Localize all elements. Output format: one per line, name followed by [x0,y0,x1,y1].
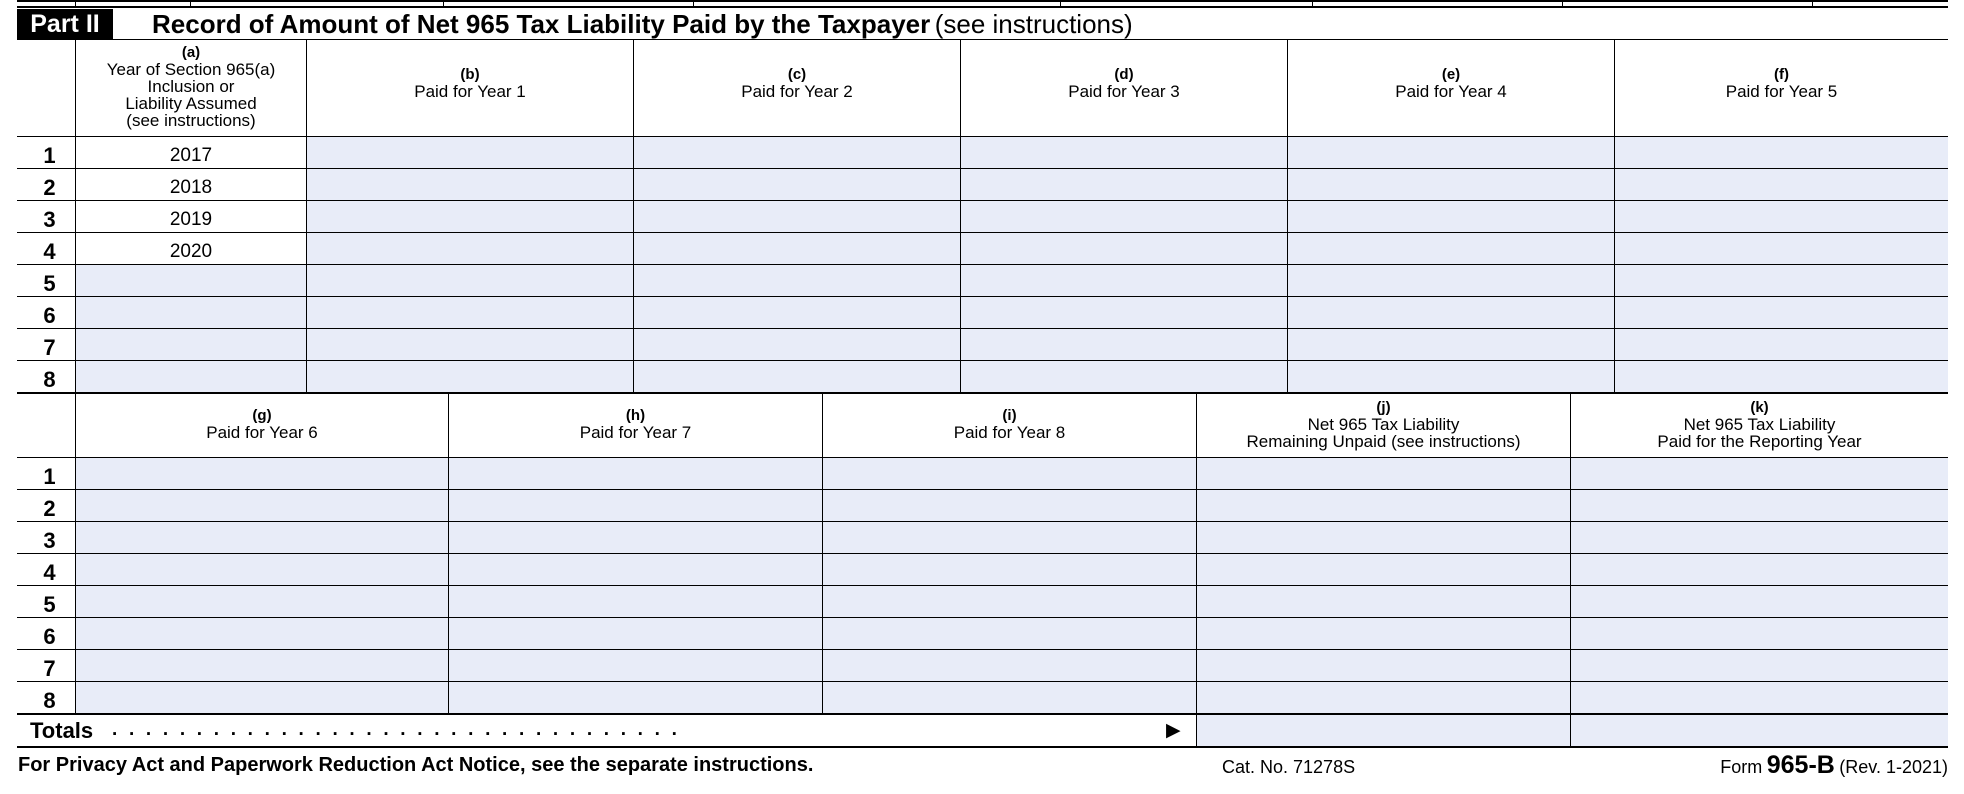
column-h-label: Paid for Year 7 [579,423,692,442]
column-letter: (a) [181,44,201,61]
row-rule [17,617,1948,618]
column-d-label: Paid for Year 3 [1068,82,1180,101]
column-c-header [634,66,960,100]
column-letter: (g) [252,407,272,424]
column-rule [633,39,634,393]
column-g-header [76,407,448,441]
totals-leader-dots: . . . . . . . . . . . . . . . . . . . . . . . . . . . . . . . . . . [112,719,681,740]
row-number: 3 [43,528,56,553]
column-e-header [1288,66,1614,100]
column-i-header [823,407,1196,441]
column-a-header [76,44,306,129]
form-revision: (Rev. 1-2021) [1839,757,1948,777]
top-tick [1562,0,1563,6]
part-title: Record of Amount of Net 965 Tax Liability Paid by the Taxpayer [152,9,931,39]
column-letter: (k) [1750,399,1769,416]
row-number: 6 [43,303,56,328]
column-h-header [449,407,822,441]
top-tick [1812,0,1813,6]
top-tick [75,0,76,6]
row-rule [17,457,1948,458]
part-badge: Part II [17,9,113,39]
totals-label: Totals [30,718,94,743]
row-number: 1 [43,464,56,489]
column-a-line: (see instructions) [126,111,256,130]
column-k-line: Paid for the Reporting Year [1657,432,1862,451]
column-a-line: Liability Assumed [125,94,257,113]
row-rule [17,489,1948,490]
part-title-block [152,9,1133,39]
top-tick [1060,0,1061,6]
column-e-label: Paid for Year 4 [1395,82,1507,101]
top-tick [190,0,191,6]
column-rule [1287,39,1288,393]
column-i-label: Paid for Year 8 [953,423,1066,442]
top-edge-line [17,0,1948,2]
row-rule [17,585,1948,586]
row-rule [17,553,1948,554]
row-number: 5 [43,592,56,617]
column-rule [75,39,76,393]
row-number: 7 [43,335,56,360]
column-j-header [1197,399,1570,450]
row-number: 3 [43,207,56,232]
form-number: 965-B [1766,751,1835,779]
column-rule [960,39,961,393]
column-j-line: Remaining Unpaid (see instructions) [1246,432,1521,451]
column-letter: (e) [1441,66,1461,83]
totals-k-input[interactable] [1571,715,1948,746]
column-d-header [961,66,1287,100]
column-letter: (c) [787,66,807,83]
row-number: 4 [43,239,56,264]
column-a-line: Year of Section 965(a) [106,60,276,79]
column-rule [306,39,307,393]
column-letter: (h) [625,407,646,424]
column-rule [822,394,823,714]
row-rule [17,681,1948,682]
row-number: 7 [43,656,56,681]
row-number: 8 [43,367,56,392]
column-f-label: Paid for Year 5 [1725,82,1838,101]
column-b-header [307,66,633,100]
column-rule [1196,394,1197,746]
row-number: 2 [43,496,56,521]
form-id [1720,751,1948,783]
totals-arrow-icon: ▶ [1166,720,1181,741]
column-a-line: Inclusion or [147,77,235,96]
row-number: 6 [43,624,56,649]
column-letter: (b) [460,66,480,83]
row-number: 8 [43,688,56,713]
top-tick [1312,0,1313,6]
column-f-header [1615,66,1948,100]
column-c-label: Paid for Year 2 [741,82,853,101]
year-value: 2018 [169,177,213,198]
top-tick [443,0,444,6]
row-rule [17,521,1948,522]
column-j-line: Net 965 Tax Liability [1307,415,1460,434]
top-rule [17,6,1948,8]
row-number: 2 [43,175,56,200]
column-rule [75,394,76,714]
part-subtitle: (see instructions) [934,9,1133,39]
row-number: 1 [43,143,56,168]
year-value: 2019 [169,209,213,230]
year-value: 2017 [169,145,213,166]
privacy-notice: For Privacy Act and Paperwork Reduction Act Notice, see the separate instructions. [18,754,814,776]
row-number: 5 [43,271,56,296]
form-prefix: Form [1720,757,1763,777]
column-letter: (f) [1774,66,1789,83]
column-g-label: Paid for Year 6 [206,423,318,442]
column-letter: (i) [1002,407,1017,424]
column-rule [1614,39,1615,393]
top-tick [693,0,694,6]
year-value: 2020 [169,241,213,262]
column-b-label: Paid for Year 1 [414,82,526,101]
column-k-header [1571,399,1948,450]
column-rule [448,394,449,714]
row-rule [17,649,1948,650]
bottom-rule [17,746,1948,748]
column-letter: (d) [1114,66,1134,83]
catalog-number: Cat. No. 71278S [1222,757,1356,777]
column-rule [1570,394,1571,746]
column-letter: (j) [1376,399,1391,416]
column-k-line: Net 965 Tax Liability [1683,415,1836,434]
row-number: 4 [43,560,56,585]
totals-j-input[interactable] [1197,715,1570,746]
